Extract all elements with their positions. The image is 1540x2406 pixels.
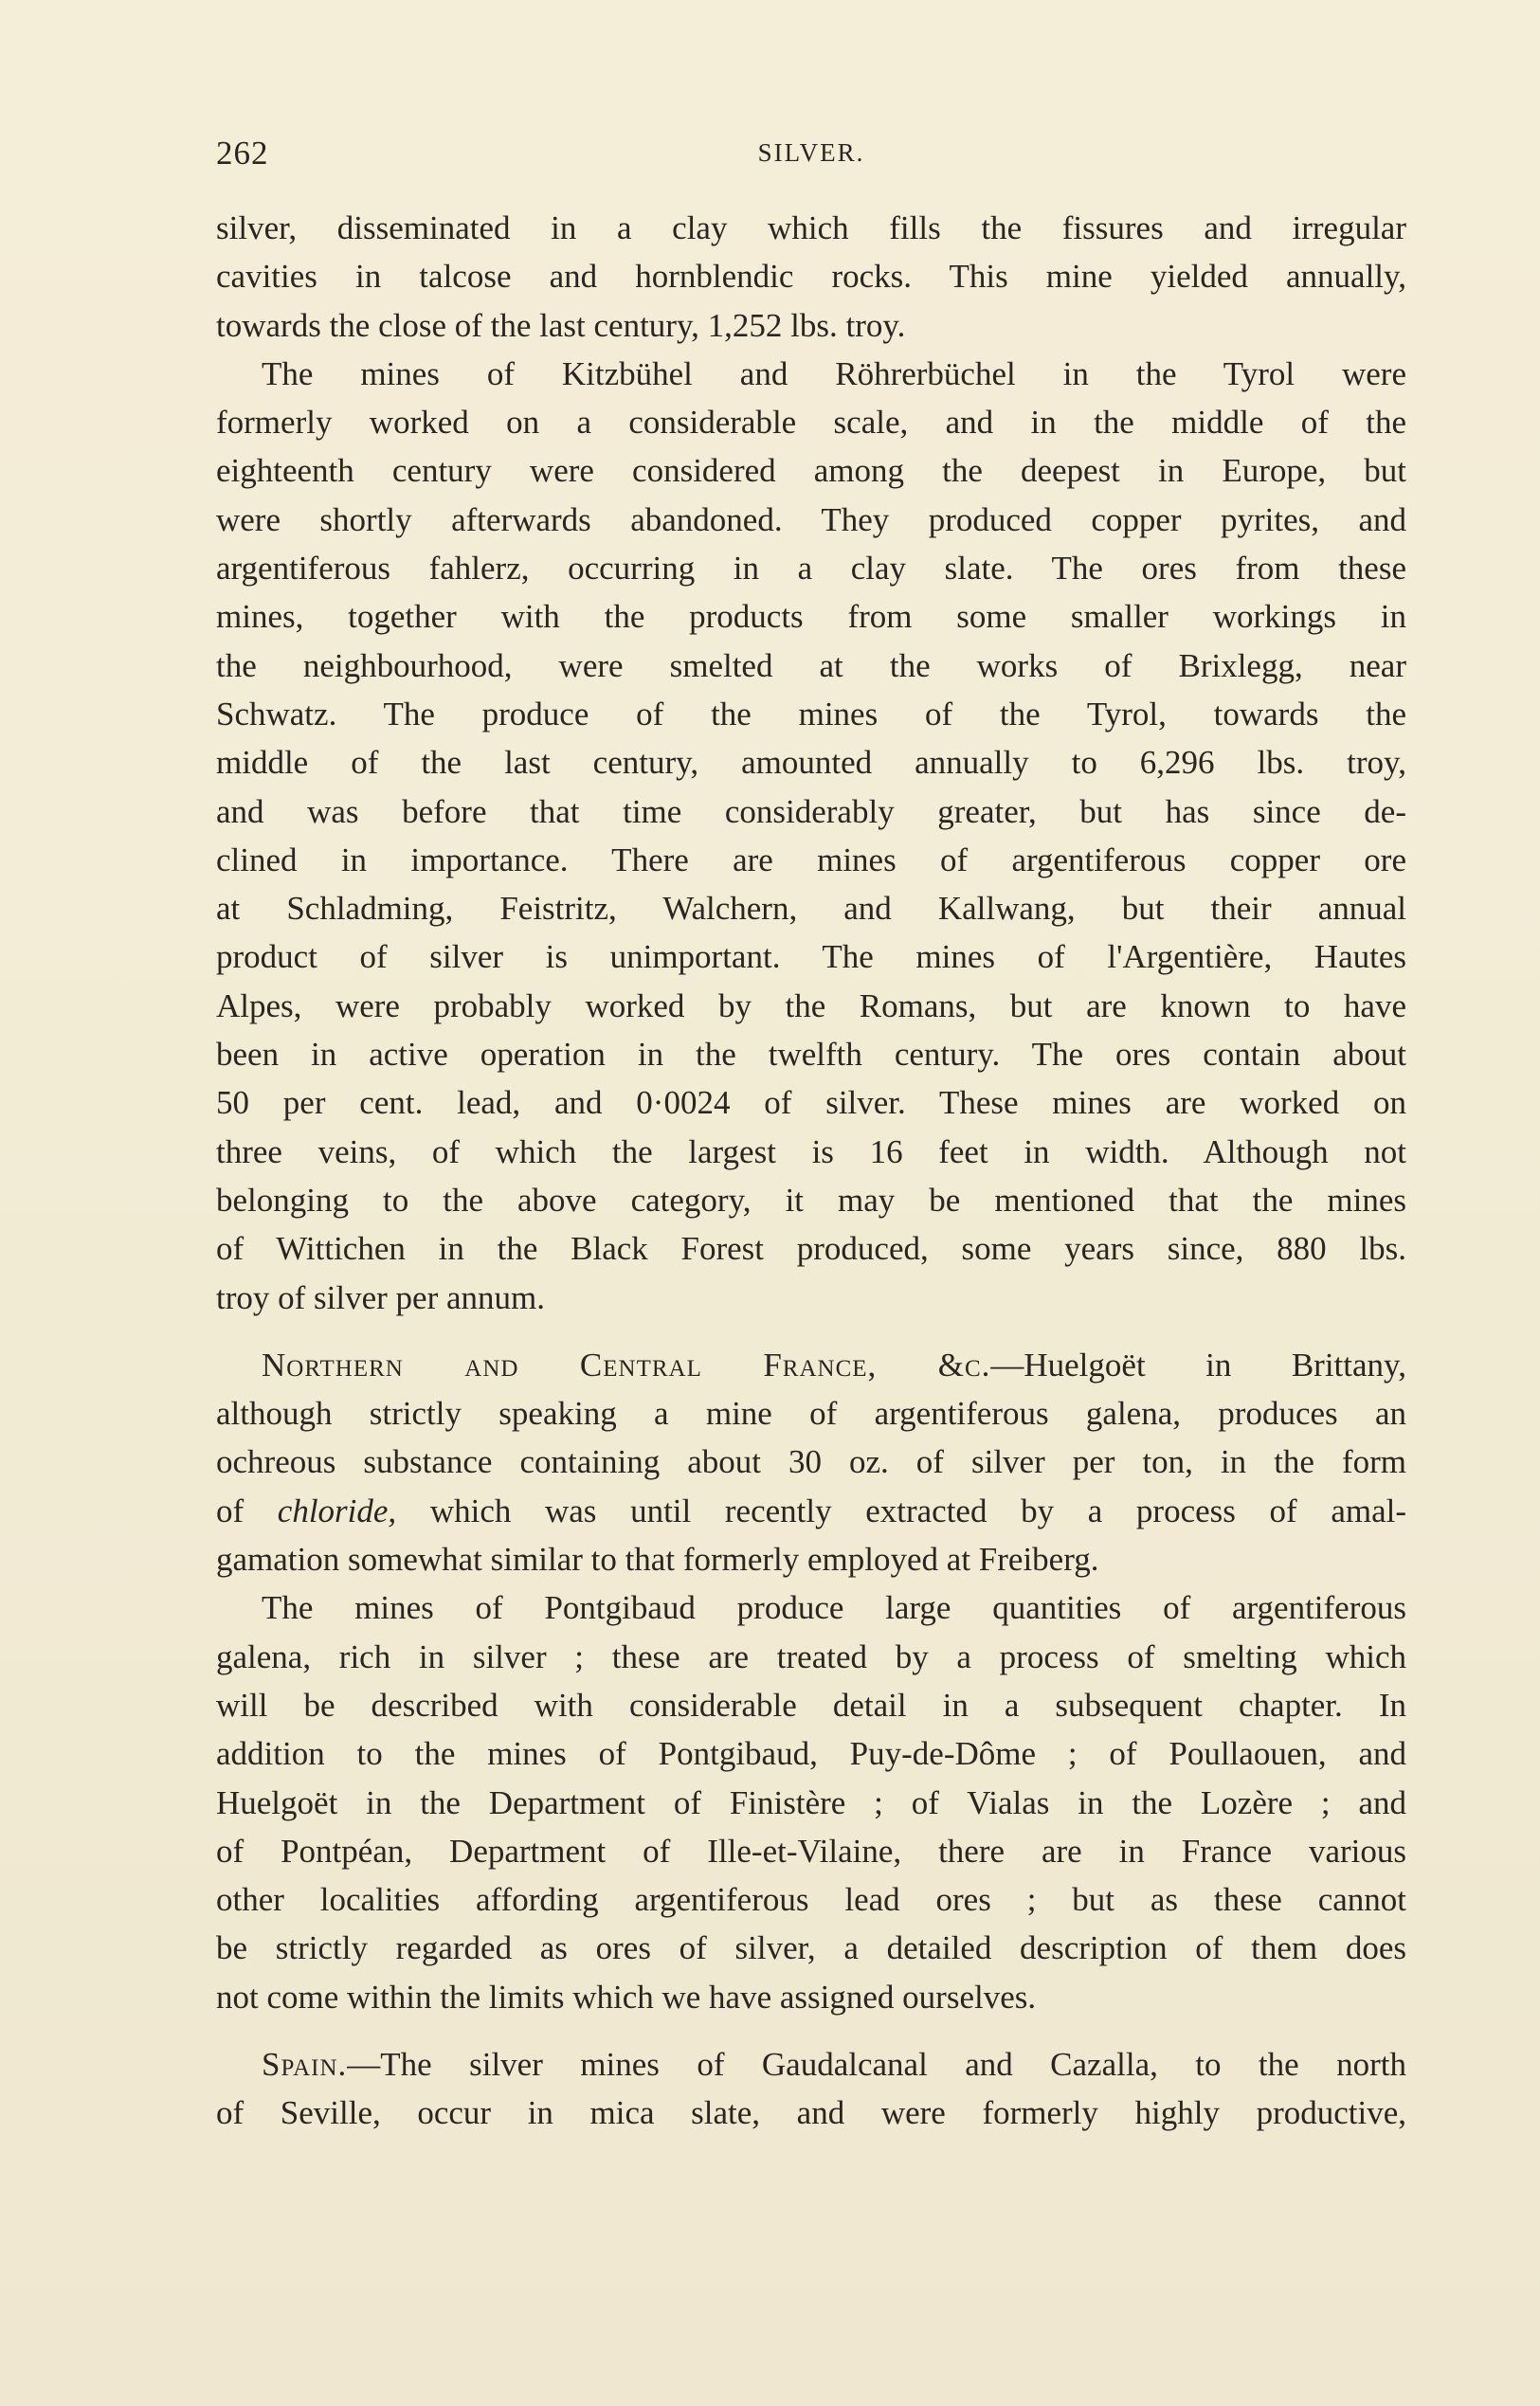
text-line: troy of silver per annum. — [216, 1278, 545, 1316]
text-line: silver, disseminated in a clay which fills the fissures and irregular — [216, 209, 1406, 246]
running-head: SILVER. — [757, 138, 865, 167]
text-line: ochreous substance containing about 30 oz. of silver per ton, in the form — [216, 1443, 1406, 1481]
text-line: addition to the mines of Pontgibaud, Puy-de-Dôme ; of Poullaouen, and — [216, 1735, 1406, 1773]
text-line: will be described with considerable detail in a subsequent chapter. In — [216, 1686, 1406, 1724]
text-line: Schwatz. The produce of the mines of the Tyrol, towards the — [216, 695, 1406, 733]
text-line: formerly worked on a considerable scale, and in the middle of the — [216, 404, 1406, 442]
paragraph — [216, 350, 1406, 1322]
paragraph — [216, 1341, 1406, 1583]
text-line: mines, together with the products from some smaller workings in — [216, 598, 1406, 636]
text-line: although strictly speaking a mine of argentiferous galena, produces an — [216, 1395, 1406, 1433]
text-line: Huelgoët in the Department of Finistère ; of Vialas in the Lozère ; and — [216, 1783, 1406, 1821]
page-body — [216, 204, 1406, 2138]
text-line: three veins, of which the largest is 16 feet in width. Although not — [216, 1132, 1406, 1170]
text-line: clined in importance. There are mines of argentiferous copper ore — [216, 841, 1406, 878]
text-line: product of silver is unimportant. The mines of l'Argentière, Hautes — [216, 938, 1406, 976]
paragraph — [216, 204, 1406, 350]
text-line: the neighbourhood, were smelted at the works of Brixlegg, near — [216, 646, 1406, 684]
text-line: The mines of Kitzbühel and Röhrerbüchel in the Tyrol were — [262, 354, 1406, 392]
text-line: belonging to the above category, it may be mentioned that the mines — [216, 1181, 1406, 1219]
text-line: middle of the last century, amounted annually to 6,296 lbs. troy, — [216, 744, 1406, 782]
text-line: eighteenth century were considered among the deepest in Europe, but — [216, 452, 1406, 490]
text-line — [216, 1341, 1406, 1389]
text-line: of chloride, which was until recently extracted by a process of amal- — [216, 1492, 1406, 1529]
text-line: been in active operation in the twelfth century. The ores contain about — [216, 1036, 1406, 1074]
text-line: cavities in talcose and hornblendic rocks. This mine yielded annually, — [216, 258, 1406, 296]
section-heading: Northern and Central France, &c. — [262, 1346, 991, 1384]
text-line: of Pontpéan, Department of Ille-et-Vilaine, there are in France various — [216, 1832, 1406, 1870]
text-run: —The silver mines of Gaudalcanal and Cazalla, to the north — [347, 2045, 1406, 2083]
page-number: 262 — [216, 135, 269, 172]
text-line — [216, 2040, 1406, 2089]
section-heading: Spain. — [262, 2045, 348, 2083]
page-header — [216, 135, 1406, 182]
text-line: towards the close of the last century, 1,252 lbs. troy. — [216, 306, 906, 344]
text-line: were shortly afterwards abandoned. They produced copper pyrites, and — [216, 500, 1406, 538]
text-line: of Wittichen in the Black Forest produced, some years since, 880 lbs. — [216, 1230, 1406, 1268]
text-line: 50 per cent. lead, and 0·0024 of silver. These mines are worked on — [216, 1084, 1406, 1122]
text-run: —Huelgoët in Brittany, — [990, 1346, 1406, 1384]
text-line: and was before that time considerably greater, but has since de- — [216, 792, 1406, 830]
text-line: The mines of Pontgibaud produce large quantities of argentiferous — [262, 1589, 1406, 1627]
text-line: galena, rich in silver ; these are treated by a process of smelting which — [216, 1637, 1406, 1675]
text-line: Alpes, were probably worked by the Romans, but are known to have — [216, 986, 1406, 1024]
paragraph — [216, 2040, 1406, 2138]
text-line: not come within the limits which we have assigned ourselves. — [216, 1978, 1037, 2016]
text-line: argentiferous fahlerz, occurring in a clay slate. The ores from these — [216, 550, 1406, 588]
text-line: of Seville, occur in mica slate, and were formerly highly productive, — [216, 2094, 1406, 2132]
paragraph — [216, 1583, 1406, 2021]
text-line: be strictly regarded as ores of silver, a detailed description of them does — [216, 1929, 1406, 1967]
italic-term: chloride, — [277, 1492, 397, 1529]
text-line: at Schladming, Feistritz, Walchern, and Kallwang, but their annual — [216, 890, 1406, 928]
text-line: other localities affording argentiferous lead ores ; but as these cannot — [216, 1881, 1406, 1919]
text-line: gamation somewhat similar to that formerly employed at Freiberg. — [216, 1541, 1099, 1579]
